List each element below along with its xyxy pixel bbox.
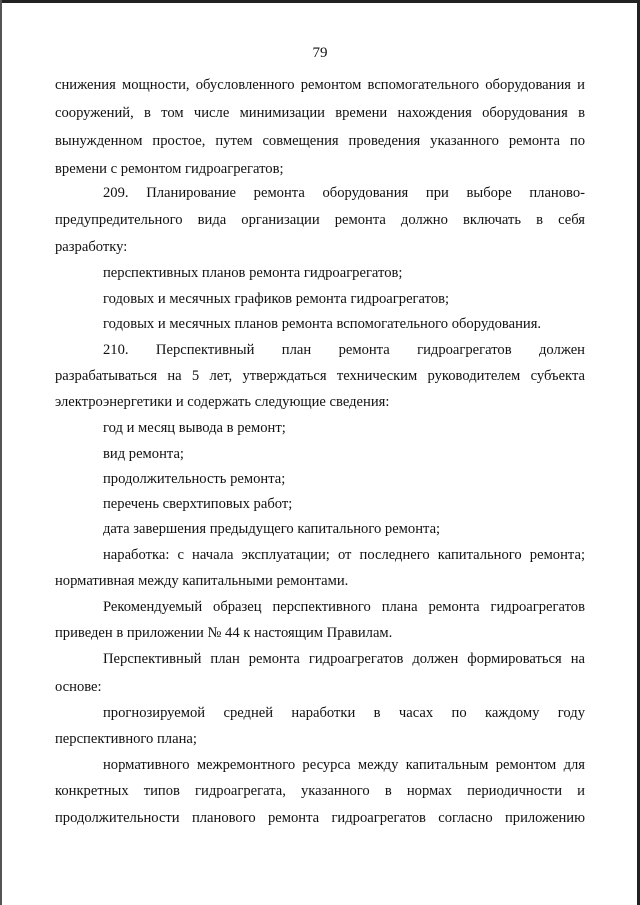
text-line: разработку: xyxy=(55,239,128,255)
page-number: 79 xyxy=(312,45,328,61)
list-item: годовых и месячных графиков ремонта гидроагрегатов; xyxy=(103,291,450,307)
text-line: сооружений, в том числе минимизации времени нахождения оборудования в xyxy=(55,105,585,121)
paragraph-start: Перспективный план ремонта гидроагрегатов должен формироваться на xyxy=(103,651,585,667)
paragraph-210-start: 210. Перспективный план ремонта гидроагрегатов должен xyxy=(103,342,585,358)
list-item: вид ремонта; xyxy=(103,446,184,462)
paragraph-209-start: 209. Планирование ремонта оборудования при выборе планово- xyxy=(103,185,585,201)
text-line: времени с ремонтом гидроагрегатов; xyxy=(55,161,284,177)
paragraph-start: Рекомендуемый образец перспективного плана ремонта гидроагрегатов xyxy=(103,599,585,615)
list-item: перспективных планов ремонта гидроагрегатов; xyxy=(103,265,403,281)
text-line: нормативная между капитальными ремонтами. xyxy=(55,573,349,589)
text-line: электроэнергетики и содержать следующие сведения: xyxy=(55,394,390,410)
list-item: наработка: с начала эксплуатации; от последнего капитального ремонта; xyxy=(103,547,585,563)
scan-edge-top xyxy=(0,0,640,3)
text-line: предупредительного вида организации ремонта должно включать в себя xyxy=(55,212,585,228)
text-line: основе: xyxy=(55,679,102,695)
text-line: приведен в приложении № 44 к настоящим Правилам. xyxy=(55,625,393,641)
list-item: годовых и месячных планов ремонта вспомогательного оборудования. xyxy=(103,316,542,332)
text-line: разрабатываться на 5 лет, утверждаться техническим руководителем субъекта xyxy=(55,368,585,384)
text-line: продолжительности планового ремонта гидроагрегатов согласно приложению xyxy=(55,810,585,826)
scan-edge-left xyxy=(0,0,2,905)
list-item: перечень сверхтиповых работ; xyxy=(103,496,293,512)
list-item: год и месяц вывода в ремонт; xyxy=(103,420,286,436)
list-item: прогнозируемой средней наработки в часах по каждому году xyxy=(103,705,585,721)
text-line: снижения мощности, обусловленного ремонтом вспомогательного оборудования и xyxy=(55,77,585,93)
text-line: вынужденном простое, путем совмещения проведения указанного ремонта по xyxy=(55,133,585,149)
list-item: дата завершения предыдущего капитального ремонта; xyxy=(103,521,441,537)
text-line: перспективного плана; xyxy=(55,731,197,747)
list-item: продолжительность ремонта; xyxy=(103,471,286,487)
text-line: конкретных типов гидроагрегата, указанного в нормах периодичности и xyxy=(55,783,585,799)
list-item: нормативного межремонтного ресурса между капитальным ремонтом для xyxy=(103,757,585,773)
